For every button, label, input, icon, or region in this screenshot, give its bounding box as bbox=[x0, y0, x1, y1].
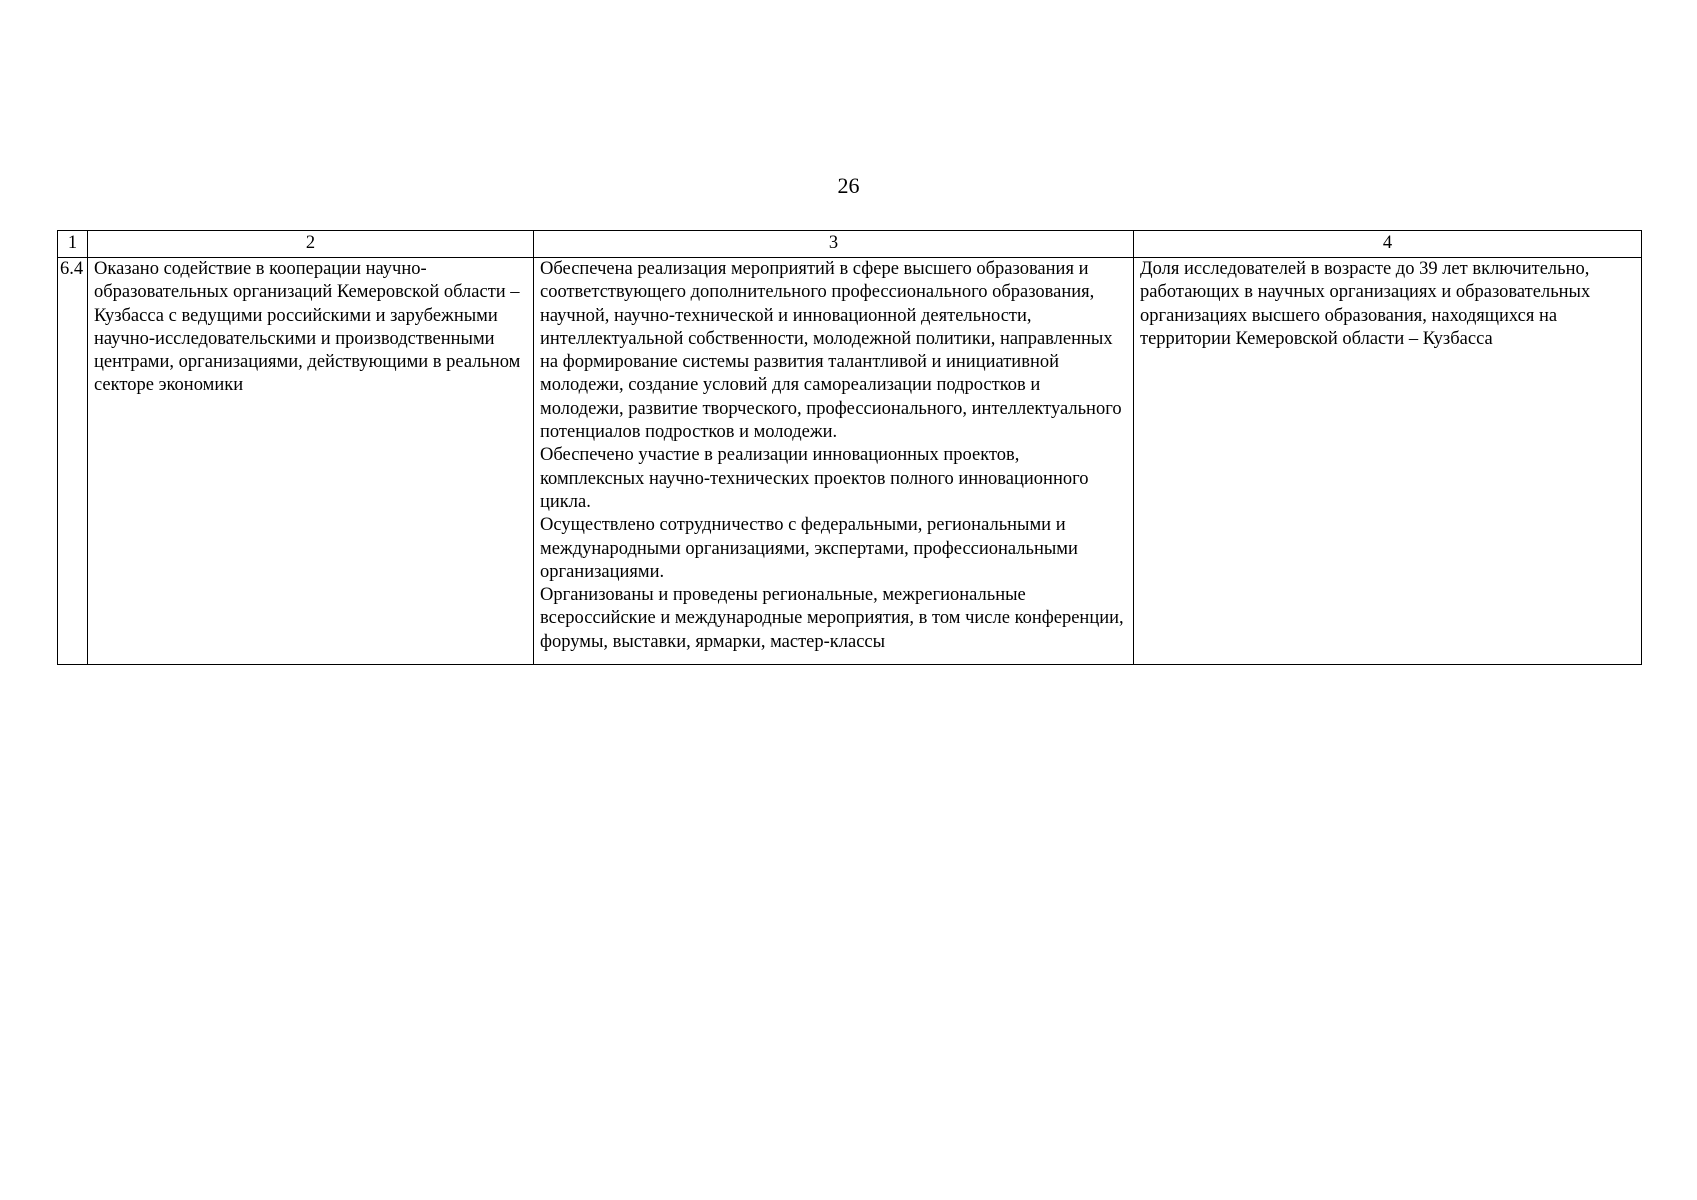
header-cell-4: 4 bbox=[1134, 231, 1642, 258]
result-paragraph: Обеспечена реализация мероприятий в сфере высшего образования и соответствующего дополнительного профессионального образования, научной, научно-технической и инновационной деятельности, интеллектуальной собственности, молодежной политики, направленных на формирование системы развития талантливой и инициативной молодежи, создание условий для самореализации подростков и молодежи, развитие творческого, профессионального, интеллектуального потенциалов подростков и молодежи. bbox=[540, 259, 1122, 443]
result-paragraph: Обеспечено участие в реализации инновационных проектов, комплексных научно-технических проектов полного инновационного цикла. bbox=[540, 445, 1089, 512]
table-header-row bbox=[58, 231, 1642, 258]
task-cell: Оказано содействие в кооперации научно-образовательных организаций Кемеровской области – Кузбасса с ведущими российскими и зарубежными научно-исследовательскими и производственными центрами, организациями, действующими в реальном секторе экономики bbox=[88, 258, 534, 665]
result-paragraph: Осуществлено сотрудничество с федеральными, региональными и международными организациями, экспертами, профессиональными организациями. bbox=[540, 515, 1078, 582]
indicator-cell: Доля исследователей в возрасте до 39 лет включительно, работающих в научных организациях и образовательных организациях высшего образования, находящихся на территории Кемеровской области – Кузбасса bbox=[1134, 258, 1642, 665]
table-row bbox=[58, 258, 1642, 665]
row-number-cell: 6.4 bbox=[58, 258, 88, 665]
header-cell-1: 1 bbox=[58, 231, 88, 258]
header-cell-2: 2 bbox=[88, 231, 534, 258]
header-cell-3: 3 bbox=[534, 231, 1134, 258]
results-cell bbox=[534, 258, 1134, 665]
result-paragraph: Организованы и проведены региональные, межрегиональные всероссийские и международные мероприятия, в том числе конференции, форумы, выставки, ярмарки, мастер-классы bbox=[540, 585, 1124, 652]
measures-table bbox=[57, 230, 1642, 665]
page-number: 26 bbox=[837, 173, 860, 198]
